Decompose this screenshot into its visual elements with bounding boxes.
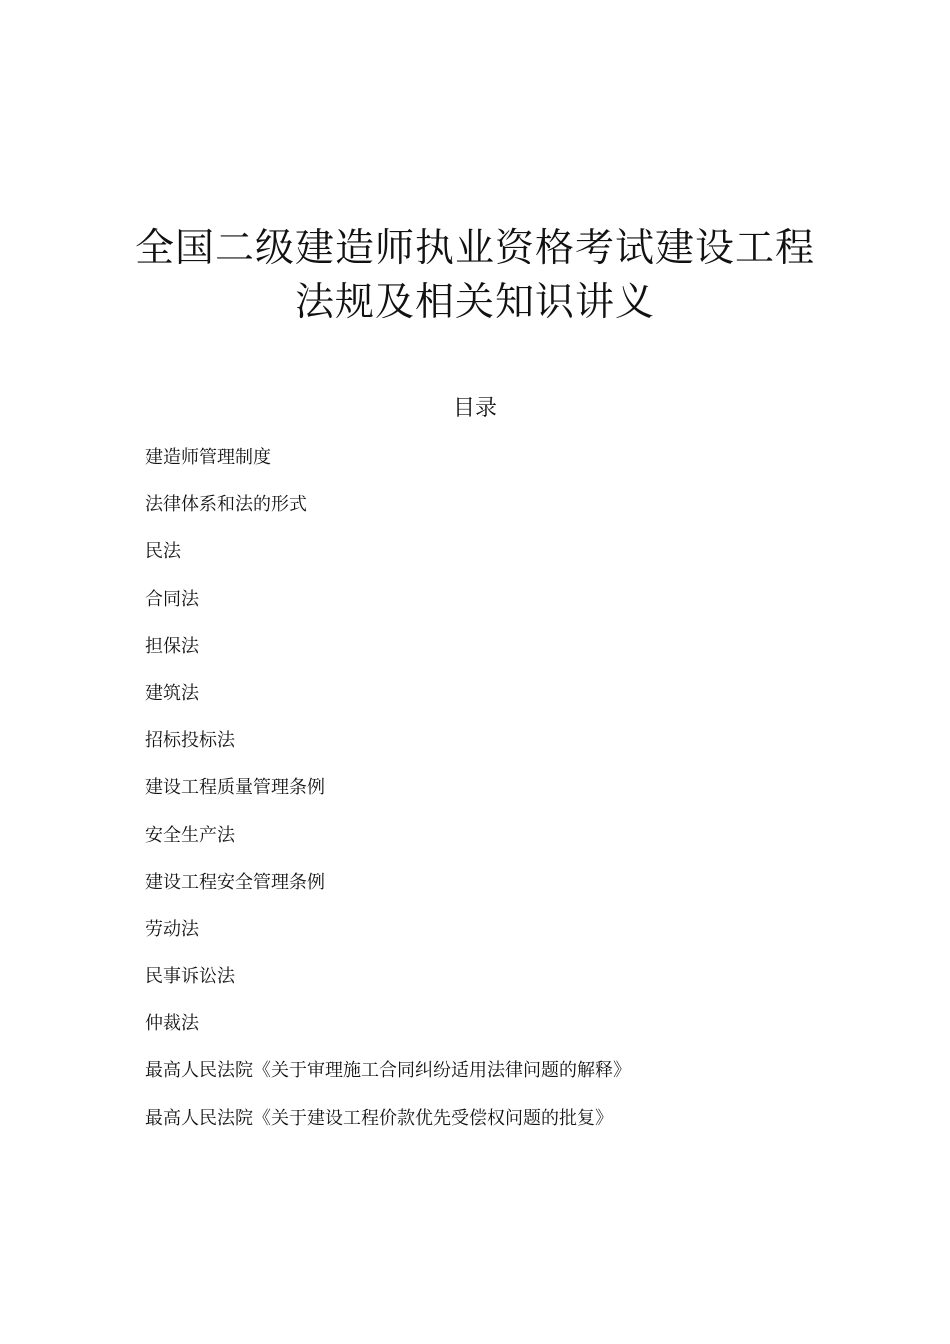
- toc-item[interactable]: 最高人民法院《关于建设工程价款优先受偿权问题的批复》: [145, 1107, 613, 1129]
- toc-item[interactable]: 合同法: [145, 588, 199, 610]
- toc-item[interactable]: 民事诉讼法: [145, 966, 235, 988]
- toc-item[interactable]: 建设工程质量管理条例: [145, 777, 325, 799]
- document-title-line-2: 法规及相关知识讲义: [294, 280, 655, 325]
- toc-list: [145, 444, 845, 1152]
- toc-item[interactable]: 劳动法: [145, 918, 199, 940]
- toc-heading: 目录: [452, 396, 497, 421]
- toc-item[interactable]: 建造师管理制度: [145, 447, 271, 468]
- toc-item[interactable]: 仲裁法: [145, 1013, 199, 1035]
- toc-item[interactable]: 建筑法: [145, 682, 199, 704]
- toc-item[interactable]: 民法: [145, 541, 181, 563]
- toc-item[interactable]: 最高人民法院《关于审理施工合同纠纷适用法律问题的解释》: [145, 1060, 631, 1082]
- toc-item[interactable]: 担保法: [145, 635, 199, 657]
- toc-item[interactable]: 建设工程安全管理条例: [145, 871, 325, 893]
- toc-item[interactable]: 安全生产法: [145, 824, 235, 846]
- document-title: [100, 222, 850, 330]
- document-title-line-1: 全国二级建造师执业资格考试建设工程: [134, 226, 815, 271]
- toc-item[interactable]: 招标投标法: [145, 730, 235, 752]
- toc-item[interactable]: 法律体系和法的形式: [145, 494, 307, 516]
